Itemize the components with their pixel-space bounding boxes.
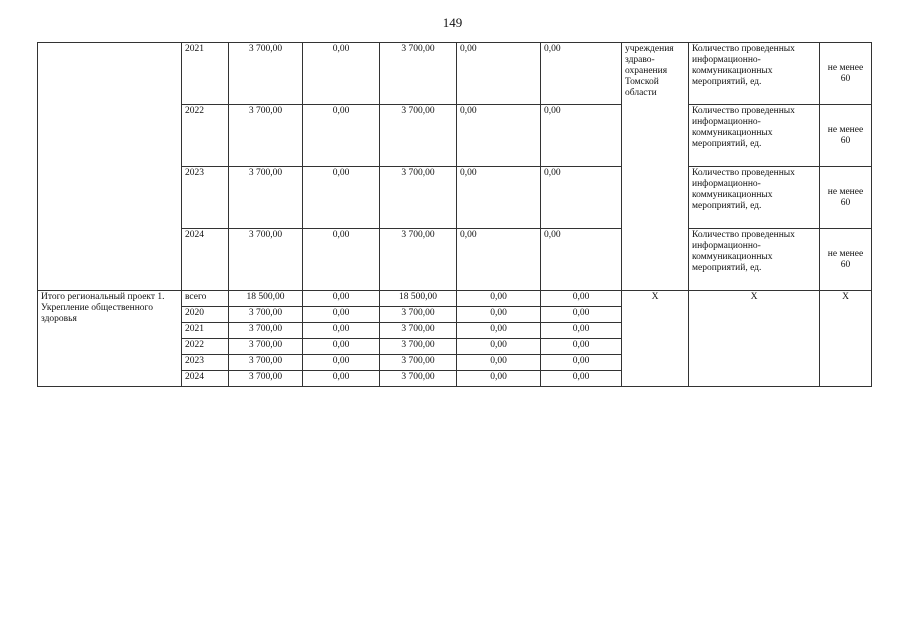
value-cell: 3 700,00 [380, 355, 457, 371]
indicator-cell: Количество проведенных информационно-коммуникационных мероприятий, ед. [689, 167, 820, 229]
value-cell: 0,00 [457, 371, 541, 387]
indicator-value-cell: не менее 60 [820, 229, 872, 291]
value-cell: 0,00 [457, 307, 541, 323]
indicator-cell: Количество проведенных информационно-коммуникационных мероприятий, ед. [689, 229, 820, 291]
value-cell: 0,00 [541, 371, 622, 387]
year-cell: 2024 [182, 371, 229, 387]
value-cell: 0,00 [541, 323, 622, 339]
summary-x-cell: X [689, 291, 820, 387]
empty-label-cell [38, 43, 182, 291]
value-cell: 0,00 [303, 323, 380, 339]
value-cell: 0,00 [457, 355, 541, 371]
year-cell: 2021 [182, 43, 229, 105]
value-cell: 3 700,00 [380, 229, 457, 291]
summary-x-cell: X [820, 291, 872, 387]
value-cell: 0,00 [303, 355, 380, 371]
value-cell: 0,00 [541, 105, 622, 167]
value-cell: 0,00 [303, 43, 380, 105]
value-cell: 0,00 [303, 229, 380, 291]
budget-table [37, 42, 872, 387]
value-cell: 3 700,00 [380, 307, 457, 323]
value-cell: 0,00 [303, 339, 380, 355]
total-cell: 3 700,00 [229, 43, 303, 105]
value-cell: 3 700,00 [380, 167, 457, 229]
year-cell: 2024 [182, 229, 229, 291]
year-cell: 2020 [182, 307, 229, 323]
total-cell: 3 700,00 [229, 371, 303, 387]
total-cell: 18 500,00 [229, 291, 303, 307]
total-cell: 3 700,00 [229, 105, 303, 167]
indicator-value-cell: не менее 60 [820, 105, 872, 167]
year-cell: 2023 [182, 355, 229, 371]
value-cell: 0,00 [457, 323, 541, 339]
value-cell: 0,00 [457, 43, 541, 105]
value-cell: 0,00 [541, 307, 622, 323]
summary-label-cell: Итого региональный проект 1. Укрепление общественного здоровья [38, 291, 182, 387]
total-cell: 3 700,00 [229, 229, 303, 291]
value-cell: 0,00 [303, 291, 380, 307]
value-cell: 0,00 [457, 339, 541, 355]
value-cell: 3 700,00 [380, 323, 457, 339]
value-cell: 0,00 [457, 229, 541, 291]
summary-x-cell: X [622, 291, 689, 387]
total-cell: 3 700,00 [229, 355, 303, 371]
value-cell: 0,00 [541, 229, 622, 291]
indicator-cell: Количество проведенных информационно-коммуникационных мероприятий, ед. [689, 43, 820, 105]
total-cell: 3 700,00 [229, 167, 303, 229]
year-cell: 2021 [182, 323, 229, 339]
value-cell: 3 700,00 [380, 43, 457, 105]
table-row [38, 43, 872, 105]
total-cell: 3 700,00 [229, 339, 303, 355]
executor-cell: учреждения здраво-охранения Томской области [622, 43, 689, 291]
value-cell: 0,00 [457, 291, 541, 307]
value-cell: 3 700,00 [380, 371, 457, 387]
indicator-value-cell: не менее 60 [820, 43, 872, 105]
table-row [38, 291, 872, 307]
value-cell: 0,00 [303, 105, 380, 167]
value-cell: 0,00 [541, 167, 622, 229]
year-cell: 2023 [182, 167, 229, 229]
total-cell: 3 700,00 [229, 323, 303, 339]
total-cell: 3 700,00 [229, 307, 303, 323]
year-cell: всего [182, 291, 229, 307]
value-cell: 3 700,00 [380, 339, 457, 355]
value-cell: 18 500,00 [380, 291, 457, 307]
value-cell: 0,00 [303, 371, 380, 387]
value-cell: 0,00 [303, 167, 380, 229]
value-cell: 0,00 [541, 291, 622, 307]
value-cell: 0,00 [457, 105, 541, 167]
value-cell: 3 700,00 [380, 105, 457, 167]
indicator-cell: Количество проведенных информационно-коммуникационных мероприятий, ед. [689, 105, 820, 167]
value-cell: 0,00 [541, 355, 622, 371]
value-cell: 0,00 [303, 307, 380, 323]
value-cell: 0,00 [457, 167, 541, 229]
value-cell: 0,00 [541, 339, 622, 355]
year-cell: 2022 [182, 105, 229, 167]
value-cell: 0,00 [541, 43, 622, 105]
year-cell: 2022 [182, 339, 229, 355]
indicator-value-cell: не менее 60 [820, 167, 872, 229]
page-number: 149 [442, 15, 463, 30]
